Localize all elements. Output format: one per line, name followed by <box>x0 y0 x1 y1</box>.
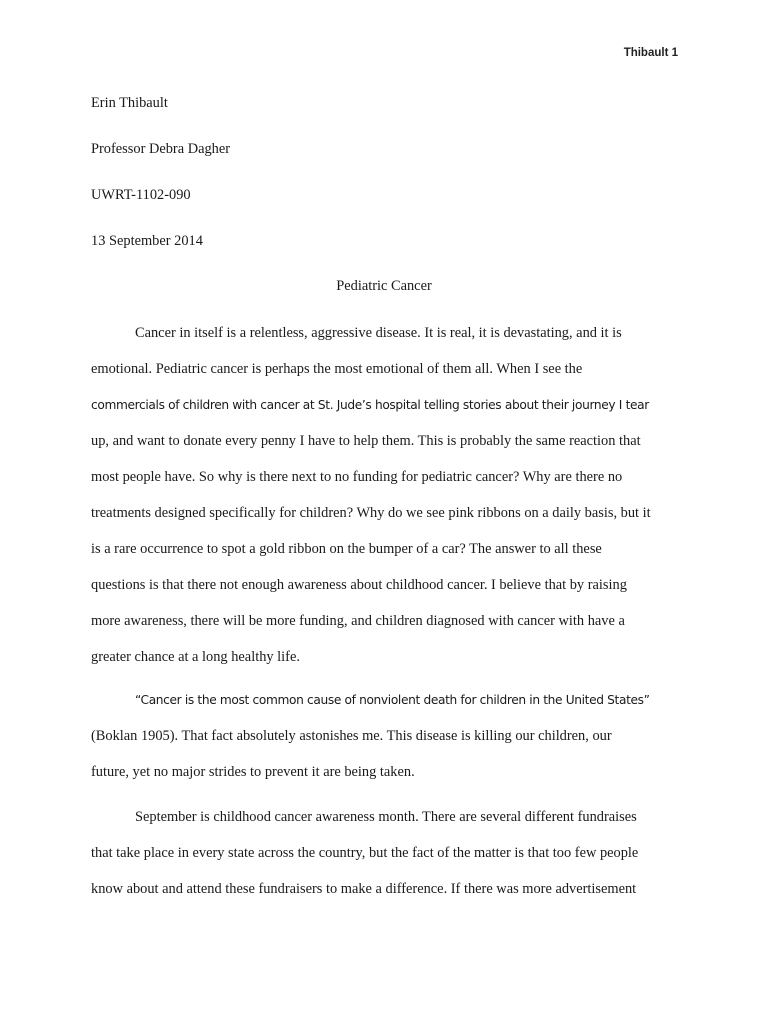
paragraph-line: more awareness, there will be more funding, and children diagnosed with cancer with have a <box>91 613 625 629</box>
running-head: Thibault 1 <box>623 47 678 59</box>
paragraph-line: that take place in every state across the country, but the fact of the matter is that too few people <box>91 845 639 861</box>
paragraph-line: know about and attend these fundraisers to make a difference. If there was more advertisement <box>91 881 637 897</box>
paragraph-3 <box>91 808 651 898</box>
document-title: Pediatric Cancer <box>336 278 432 294</box>
paragraph-line: Cancer in itself is a relentless, aggressive disease. It is real, it is devastating, and it is <box>135 325 622 341</box>
paragraph-line: September is childhood cancer awareness month. There are several different fundraises <box>135 809 637 825</box>
paragraph-line: greater chance at a long healthy life. <box>91 649 300 665</box>
author-name: Erin Thibault <box>91 95 168 111</box>
paragraph-line: future, yet no major strides to prevent it are being taken. <box>91 764 415 780</box>
paragraph-line: up, and want to donate every penny I have to help them. This is probably the same reaction that <box>91 433 641 449</box>
course-code: UWRT-1102-090 <box>91 187 191 203</box>
paragraph-line: (Boklan 1905). That fact absolutely astonishes me. This disease is killing our children, our <box>91 728 612 744</box>
paragraph-line: questions is that there not enough awareness about childhood cancer. I believe that by raising <box>91 577 627 593</box>
paragraph-1 <box>91 324 651 666</box>
paragraph-2 <box>91 691 651 781</box>
paragraph-line: emotional. Pediatric cancer is perhaps the most emotional of them all. When I see the <box>91 361 583 377</box>
paragraph-line: most people have. So why is there next to no funding for pediatric cancer? Why are there no <box>91 469 623 485</box>
document-date: 13 September 2014 <box>91 233 203 249</box>
paragraph-line: treatments designed specifically for children? Why do we see pink ribbons on a daily basis, but it <box>91 505 651 521</box>
paragraph-line: “Cancer is the most common cause of nonviolent death for children in the United States” <box>135 693 650 707</box>
paragraph-line: commercials of children with cancer at St. Jude’s hospital telling stories about their journey I tear <box>91 398 649 412</box>
paragraph-line: is a rare occurrence to spot a gold ribbon on the bumper of a car? The answer to all these <box>91 541 602 557</box>
professor-name: Professor Debra Dagher <box>91 141 231 157</box>
